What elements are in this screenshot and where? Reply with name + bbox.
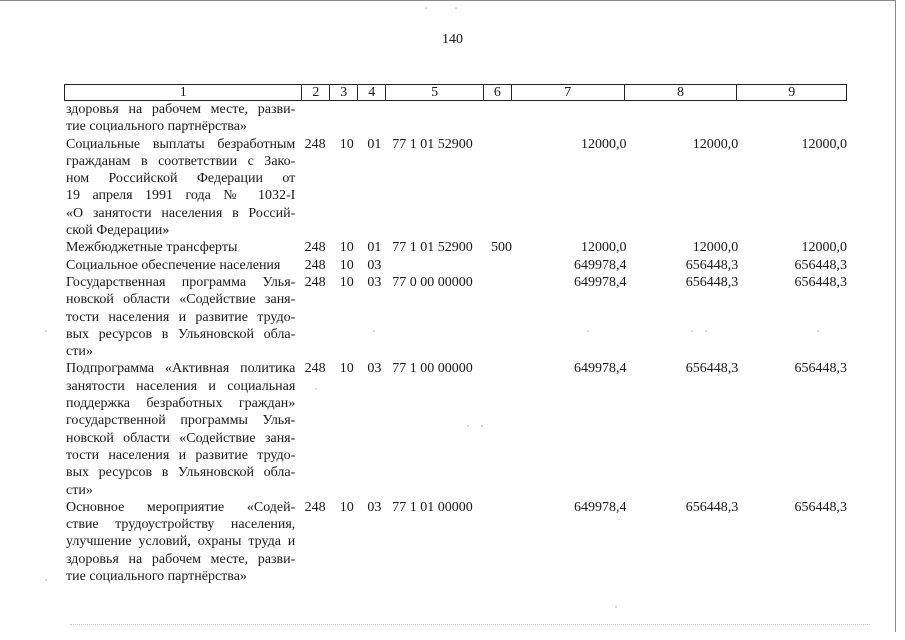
subsection-code: 01 [367, 240, 382, 256]
subsection-code: 03 [367, 257, 382, 273]
section-code: 10 [339, 240, 354, 256]
amount-year-2: 656448,3 [685, 499, 739, 515]
description-line: вых ресурсов в Ульяновской обла- [66, 326, 296, 342]
table-header-row [64, 84, 847, 101]
amount-year-1: 649978,4 [573, 361, 627, 377]
description-line: сти» [66, 482, 93, 498]
header-col-7: 7 [512, 85, 625, 100]
amount-year-3 [744, 101, 851, 136]
subsection-code [361, 101, 389, 136]
subsection-code: 03 [367, 274, 382, 290]
table-row [66, 101, 851, 136]
ministry-code: 248 [304, 240, 326, 256]
expense-type-code [491, 360, 521, 498]
row-description [66, 101, 297, 136]
table-row [66, 239, 851, 256]
description-line: новской области «Содействие заня- [66, 292, 296, 308]
section-code: 10 [339, 361, 354, 377]
description-line: сти» [66, 344, 93, 360]
section-code: 10 [339, 136, 354, 152]
header-col-1: 1 [65, 85, 302, 100]
expense-type-code [491, 499, 521, 585]
amount-year-2: 656448,3 [685, 257, 739, 273]
description-line: новской области «Содействие заня- [66, 430, 296, 446]
table-row [66, 274, 851, 360]
row-description [66, 499, 297, 585]
expense-type-code [491, 136, 521, 240]
amount-year-1: 649978,4 [573, 274, 627, 290]
description-line: государственной программы Улья- [66, 413, 296, 429]
page-number: 140 [442, 32, 463, 47]
target-article-code [388, 101, 491, 136]
target-article-code: 77 1 01 52900 [392, 240, 473, 256]
subsection-code: 03 [367, 499, 382, 515]
description-line: 19 апреля 1991 года № 1032-I [66, 188, 296, 204]
description-line: тости населения и развитие трудо- [66, 309, 296, 325]
description-line: Социальное обеспечение населения [66, 257, 281, 273]
amount-year-3: 12000,0 [801, 136, 847, 152]
description-line: поддержка безработных граждан» [66, 396, 296, 412]
table-row [66, 360, 851, 498]
target-article-code: 77 1 01 00000 [392, 499, 473, 515]
description-line: улучшение условий, охраны труда и [66, 534, 296, 550]
expense-type-code: 500 [491, 240, 513, 256]
description-line: Подпрограмма «Активная политика [66, 361, 296, 377]
description-line: гражданам в соответствии с Зако- [66, 153, 296, 169]
target-article-code: 77 0 00 00000 [392, 274, 473, 290]
description-line: вых ресурсов в Ульяновской обла- [66, 465, 296, 481]
header-col-2: 2 [302, 85, 330, 100]
subsection-code: 01 [367, 136, 382, 152]
header-col-4: 4 [358, 85, 386, 100]
amount-year-1: 12000,0 [580, 240, 627, 256]
description-line: Государственная программа Улья- [66, 274, 296, 290]
target-article-code [388, 257, 491, 274]
row-description [66, 239, 297, 256]
description-line: занятости населения и социальная [66, 378, 296, 394]
header-col-5: 5 [386, 85, 484, 100]
row-description [66, 136, 297, 240]
amount-year-1: 12000,0 [580, 136, 627, 152]
description-line: тости населения и развитие трудо- [66, 447, 296, 463]
description-line: здоровья на рабочем месте, разви- [66, 102, 296, 117]
row-description [66, 360, 297, 498]
description-line: Социальные выплаты безработным [66, 136, 296, 152]
table-row [66, 257, 851, 274]
amount-year-3: 12000,0 [801, 240, 847, 256]
table-row [66, 499, 851, 585]
row-description [66, 257, 297, 274]
description-line: тие социального партнёрства» [66, 569, 247, 585]
ministry-code: 248 [304, 361, 326, 377]
amount-year-2 [632, 101, 744, 136]
description-line: ской Федерации» [66, 223, 170, 239]
row-description [66, 274, 297, 360]
ministry-code: 248 [304, 136, 326, 152]
section-code: 10 [339, 257, 354, 273]
ministry-code [297, 101, 333, 136]
section-code: 10 [339, 499, 354, 515]
amount-year-2: 656448,3 [685, 361, 739, 377]
amount-year-3: 656448,3 [794, 499, 847, 515]
amount-year-1 [521, 101, 633, 136]
description-line: Основное мероприятие «Содей- [66, 499, 296, 515]
amount-year-1: 649978,4 [573, 499, 627, 515]
header-col-9: 9 [788, 85, 796, 100]
description-line: тие социального партнёрства» [66, 119, 247, 135]
section-code: 10 [339, 274, 354, 290]
expense-type-code [491, 257, 521, 274]
header-col-3: 3 [330, 85, 358, 100]
amount-year-3: 656448,3 [794, 257, 847, 273]
ministry-code: 248 [304, 499, 326, 515]
amount-year-2: 12000,0 [692, 136, 739, 152]
ministry-code: 248 [304, 257, 326, 273]
description-line: Межбюджетные трансферты [66, 240, 238, 256]
target-article-code: 77 1 01 52900 [392, 136, 473, 152]
header-col-6: 6 [484, 85, 512, 100]
ministry-code: 248 [304, 274, 326, 290]
section-code [333, 101, 361, 136]
subsection-code: 03 [367, 361, 382, 377]
description-line: «О занятости населения в Россий- [66, 205, 296, 221]
header-col-8: 8 [625, 85, 738, 100]
description-line: здоровья на рабочем месте, разви- [66, 551, 296, 567]
table-row [66, 136, 851, 240]
amount-year-3: 656448,3 [794, 361, 847, 377]
expense-type-code [491, 101, 521, 136]
amount-year-3: 656448,3 [794, 274, 847, 290]
description-line: ствие трудоустройству населения, [66, 517, 296, 533]
table-body [66, 101, 851, 585]
amount-year-1: 649978,4 [573, 257, 627, 273]
target-article-code: 77 1 00 00000 [392, 361, 473, 377]
expense-type-code [491, 274, 521, 360]
amount-year-2: 12000,0 [692, 240, 739, 256]
description-line: ном Российской Федерации от [66, 171, 296, 187]
amount-year-2: 656448,3 [685, 274, 739, 290]
scan-bottom-noise [70, 624, 870, 629]
